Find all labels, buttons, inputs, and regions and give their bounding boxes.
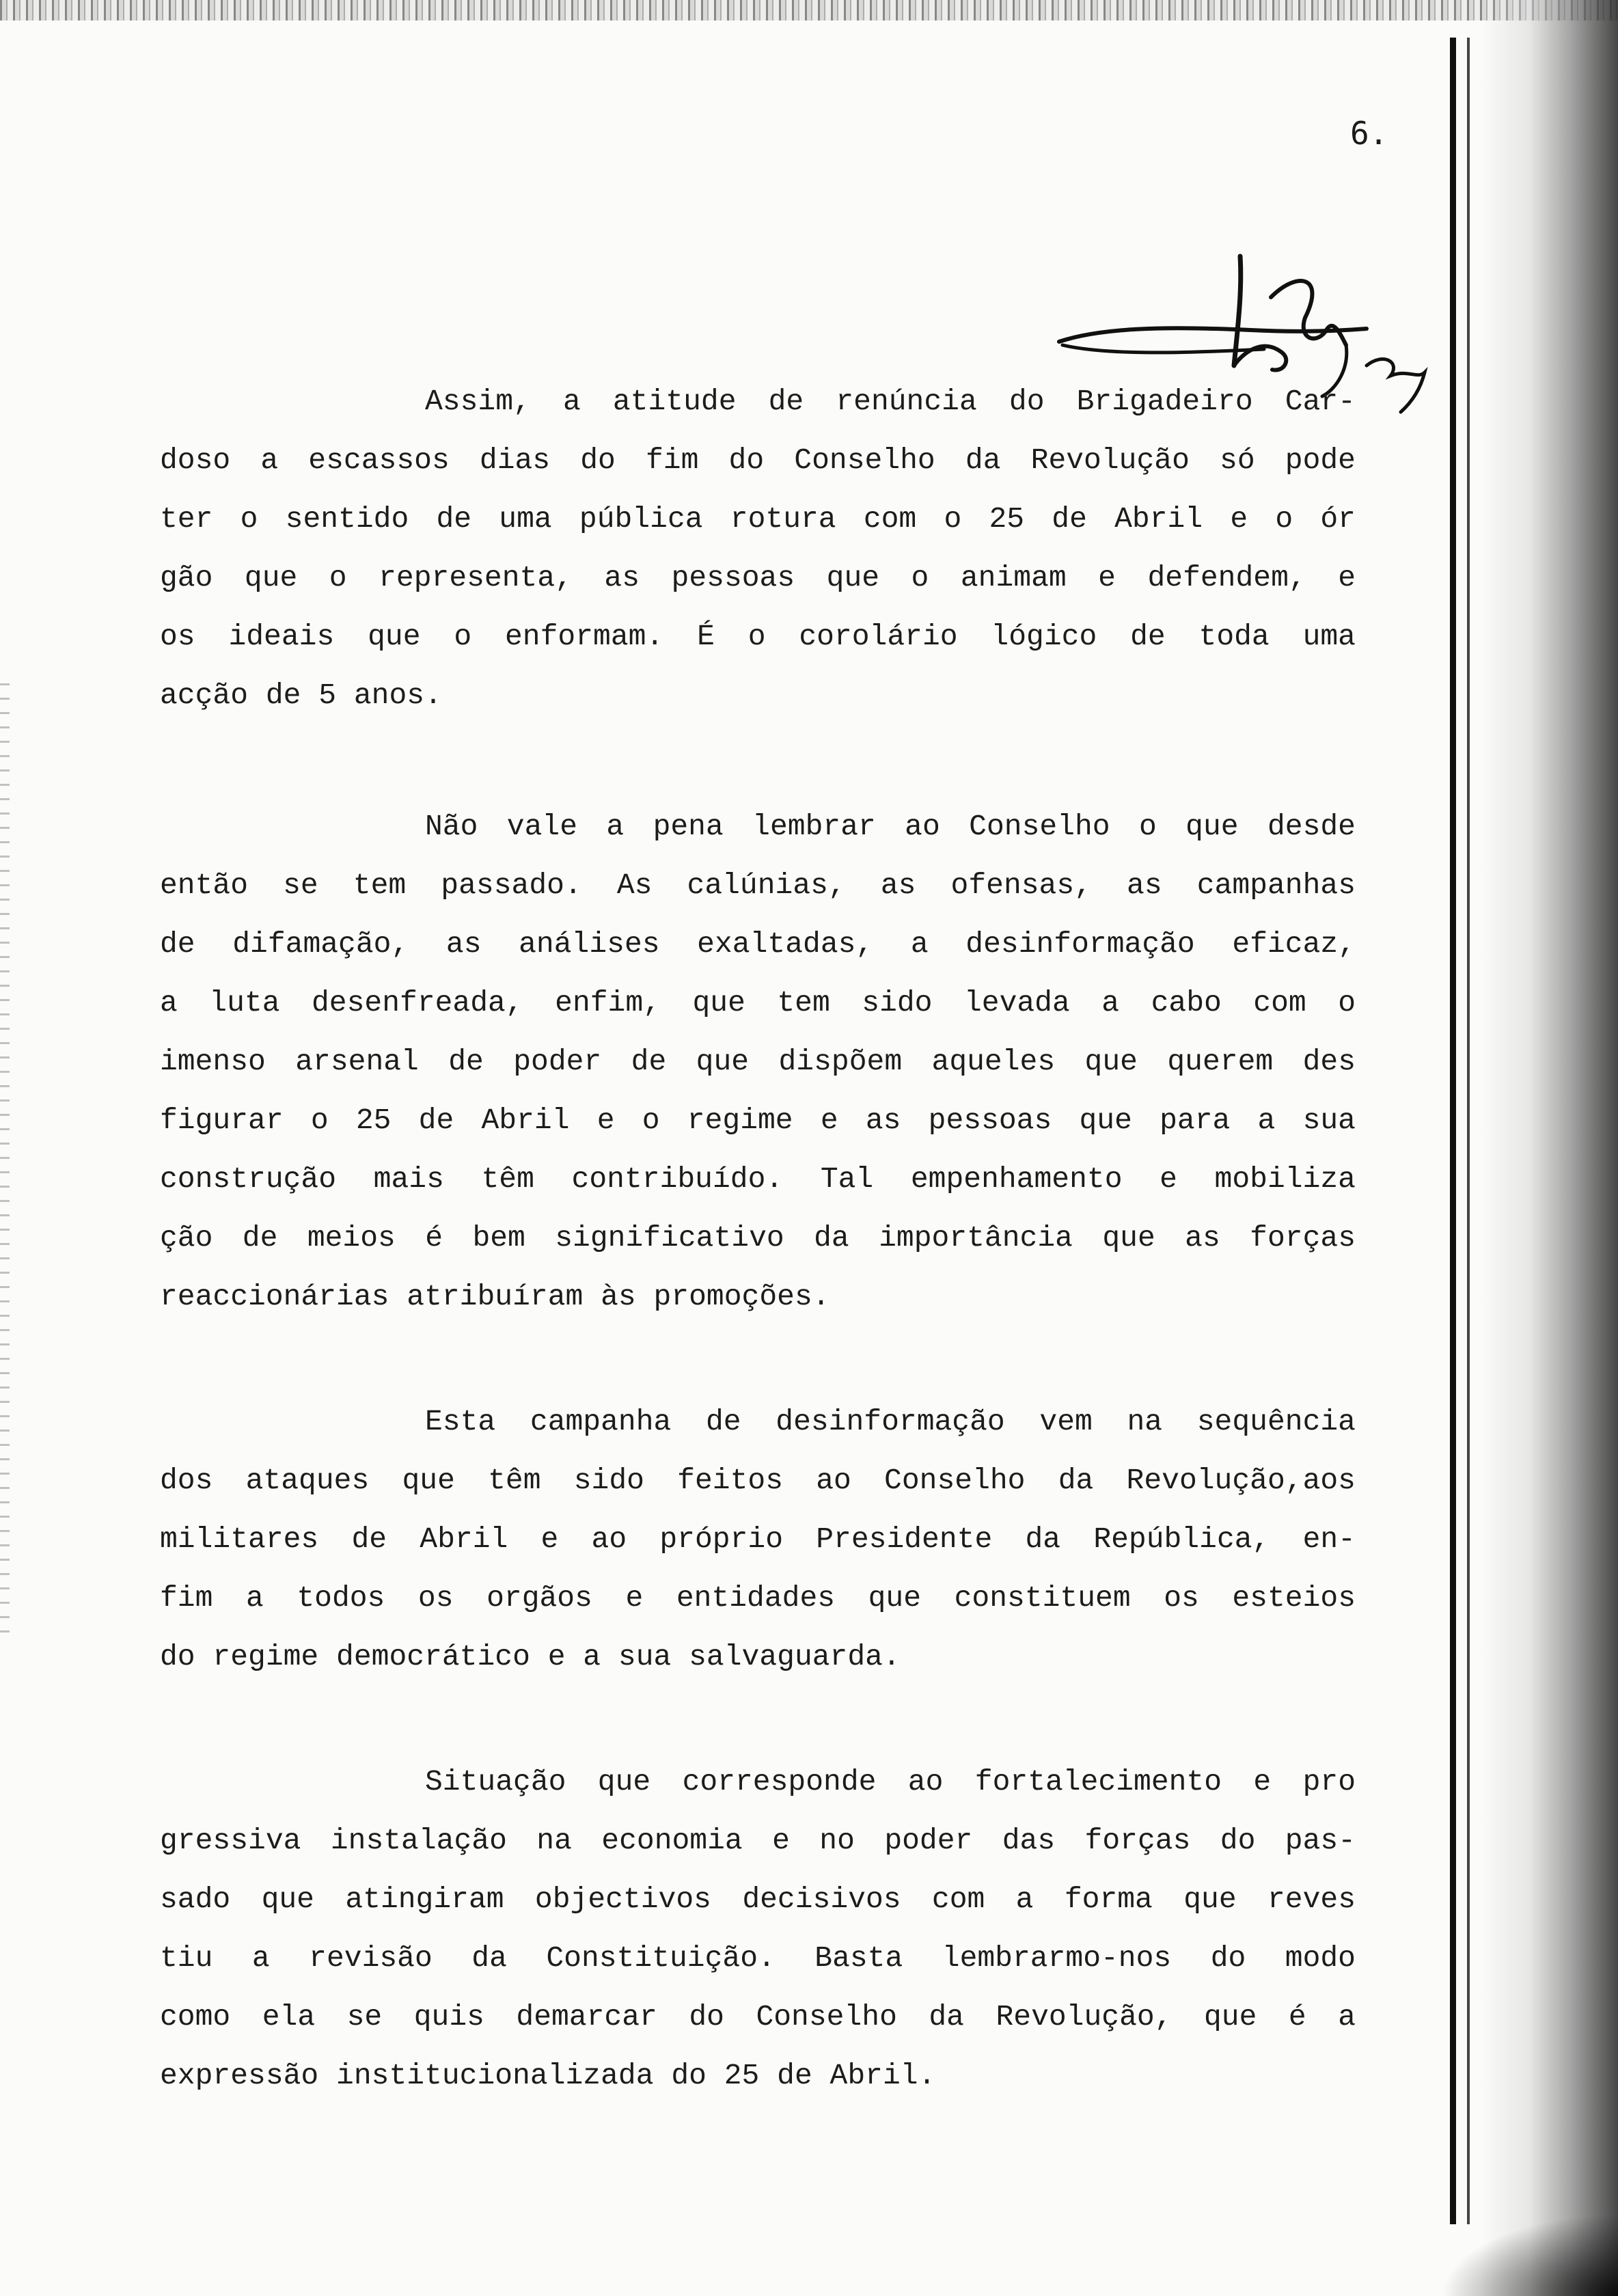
text-line: figurar o 25 de Abril e o regime e as pessoas que para a sua — [160, 1104, 1356, 1137]
text-line: dos ataques que têm sido feitos ao Conselho da Revolução,aos — [160, 1464, 1356, 1497]
paragraph-4 — [160, 1753, 1356, 2105]
text-line: expressão institucionalizada do 25 de Abril. — [160, 2059, 936, 2092]
text-line: doso a escassos dias do fim do Conselho da Revolução só pode — [160, 443, 1356, 477]
text-line: fim a todos os orgãos e entidades que constituem os esteios — [160, 1581, 1356, 1615]
paragraph-3 — [160, 1393, 1356, 1686]
text-line: os ideais que o enformam. É o corolário lógico de toda uma — [160, 620, 1356, 653]
text-line: sado que atingiram objectivos decisivos com a forma que reves — [160, 1883, 1356, 1916]
page-number: 6. — [1350, 115, 1388, 152]
scan-top-edge — [0, 0, 1618, 20]
text-line: Não vale a pena lembrar ao Conselho o que desde — [425, 810, 1356, 843]
text-line: de difamação, as análises exaltadas, a desinformação eficaz, — [160, 927, 1356, 961]
text-line: ção de meios é bem significativo da importância que as forças — [160, 1221, 1356, 1255]
text-line: Esta campanha de desinformação vem na sequência — [425, 1405, 1356, 1438]
text-line: construção mais têm contribuído. Tal empenhamento e mobiliza — [160, 1162, 1356, 1196]
text-line: acção de 5 anos. — [160, 679, 442, 712]
text-line: reaccionárias atribuíram às promoções. — [160, 1280, 830, 1313]
text-line: militares de Abril e ao próprio Presidente da República, en- — [160, 1522, 1356, 1556]
text-line: Situação que corresponde ao fortalecimento e pro — [425, 1765, 1356, 1799]
scan-left-noise — [0, 683, 10, 1640]
scan-edge-line — [1450, 38, 1456, 2224]
scan-edge-line-secondary — [1467, 38, 1470, 2224]
scan-binding-shadow — [1481, 0, 1618, 2296]
text-line: como ela se quis demarcar do Conselho da Revolução, que é a — [160, 2000, 1356, 2034]
text-line: então se tem passado. As calúnias, as ofensas, as campanhas — [160, 869, 1356, 902]
text-line: tiu a revisão da Constituição. Basta lembrarmo-nos do modo — [160, 1941, 1356, 1975]
text-line: do regime democrático e a sua salvaguarda. — [160, 1640, 901, 1673]
text-line: ter o sentido de uma pública rotura com o 25 de Abril e o ór — [160, 502, 1356, 536]
text-line: a luta desenfreada, enfim, que tem sido levada a cabo com o — [160, 986, 1356, 1020]
text-line: gão que o representa, as pessoas que o animam e defendem, e — [160, 561, 1356, 594]
text-line: gressiva instalação na economia e no poder das forças do pas- — [160, 1824, 1356, 1857]
paragraph-2 — [160, 797, 1356, 1326]
scan-corner-shadow — [1440, 2214, 1618, 2296]
text-line: imenso arsenal de poder de que dispõem aqueles que querem des — [160, 1045, 1356, 1078]
text-line: Assim, a atitude de renúncia do Brigadeiro Car- — [425, 385, 1356, 418]
paragraph-1 — [160, 372, 1356, 725]
